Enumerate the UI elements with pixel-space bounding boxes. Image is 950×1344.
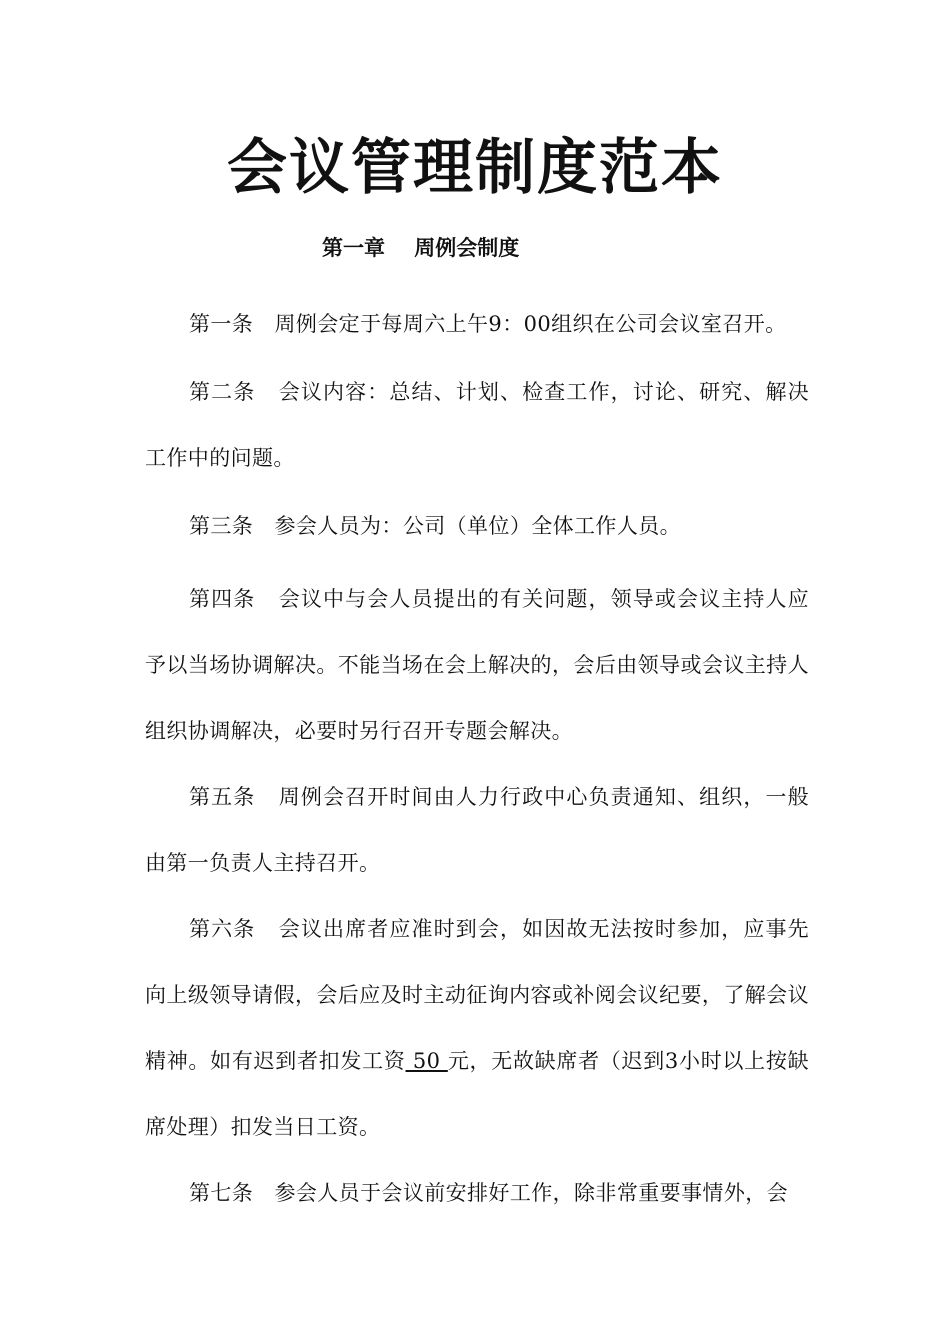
article-text: 周例会召开时间由人力行政中心负责通知、组织，一般由第一负责人主持召开。 [145, 785, 809, 875]
article-5 [145, 764, 809, 896]
article-7 [145, 1160, 809, 1226]
article-label: 第五条 [189, 785, 256, 809]
article-6 [145, 896, 809, 1160]
chapter-heading: 第一章 周例会制度 [322, 236, 520, 260]
article-label: 第四条 [189, 587, 256, 611]
article-label: 第二条 [189, 380, 256, 404]
article-text: 会议内容：总结、计划、检查工作，讨论、研究、解决工作中的问题。 [145, 380, 809, 470]
article-text: 参会人员于会议前安排好工作，除非常重要事情外，会 [274, 1181, 789, 1205]
article-2 [145, 359, 809, 491]
article-text: 会议中与会人员提出的有关问题，领导或会议主持人应予以当场协调解决。不能当场在会上解决的，会后由领导或会议主持人组织协调解决，必要时另行召开专题会解决。 [145, 587, 809, 743]
article-label: 第三条 [189, 514, 254, 538]
article-text-after: 元，无故缺席者（迟到3小时以上按缺席处理）扣发当日工资。 [145, 1049, 809, 1139]
article-label: 第六条 [189, 917, 256, 941]
article-label: 第一条 [189, 312, 254, 336]
article-label: 第七条 [189, 1181, 254, 1205]
article-text: 参会人员为：公司（单位）全体工作人员。 [274, 514, 682, 538]
article-3 [145, 493, 809, 559]
fine-amount: 50 [405, 1049, 448, 1073]
document-title: 会议管理制度范本 [227, 133, 723, 203]
article-text: 周例会定于每周六上午9：00组织在公司会议室召开。 [274, 312, 787, 336]
article-4 [145, 566, 809, 764]
article-1 [145, 291, 809, 357]
article-text-before: 会议出席者应准时到会，如因故无法按时参加，应事先向上级领导请假，会后应及时主动征询内容或补阅会议纪要，了解会议精神。如有迟到者扣发工资 [145, 917, 809, 1073]
